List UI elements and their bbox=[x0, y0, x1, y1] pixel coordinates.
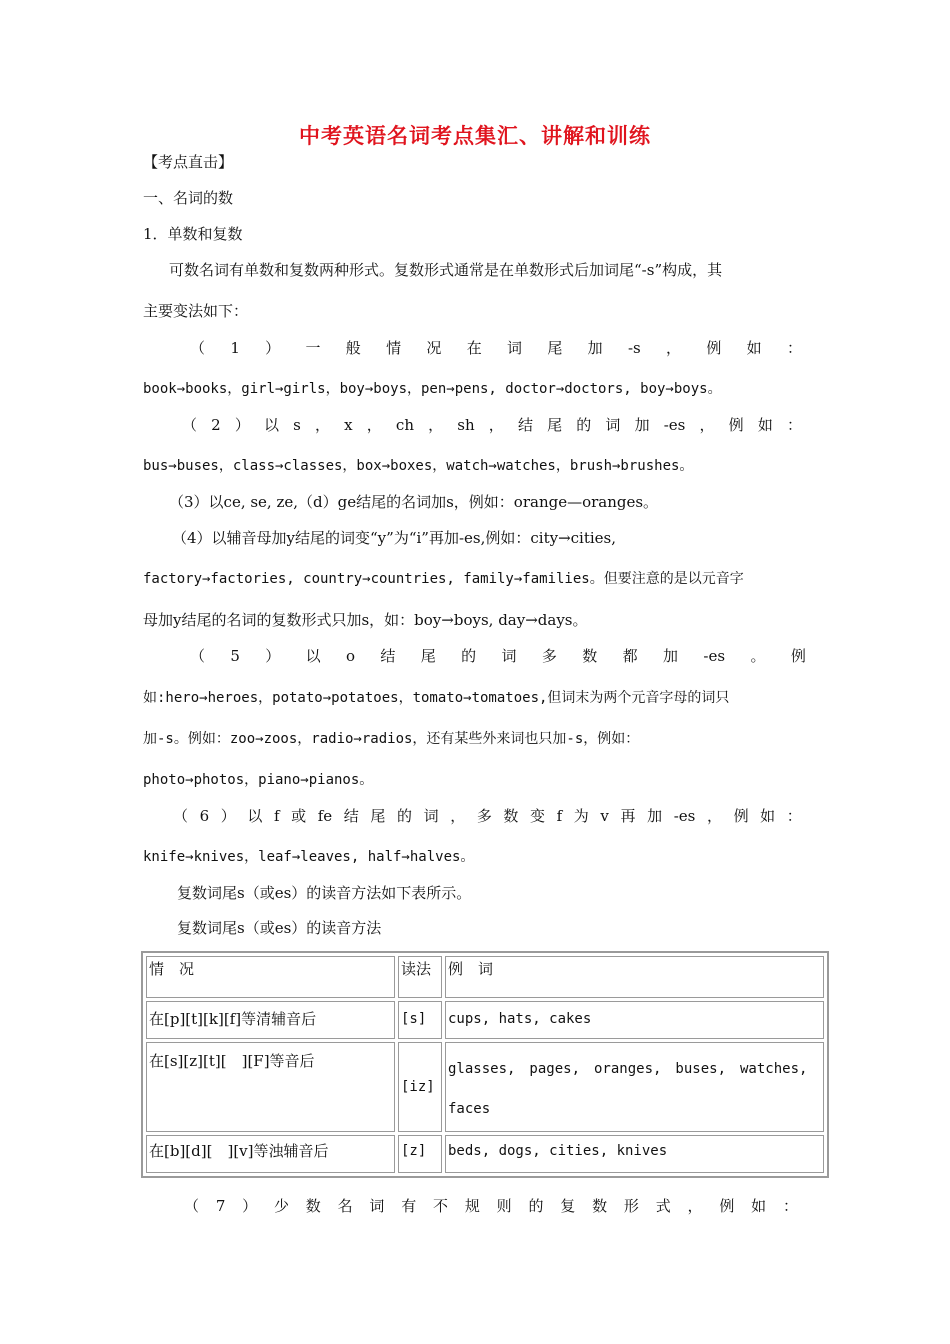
heading-token: 则 bbox=[496, 1197, 512, 1215]
heading-token: 多 bbox=[476, 807, 492, 825]
heading-token: 词 bbox=[605, 416, 621, 434]
heading-token: 的 bbox=[461, 647, 477, 665]
heading-token: 复 bbox=[560, 1197, 576, 1215]
table-cell-pronunciation: [z] bbox=[398, 1135, 442, 1173]
table-cell-pronunciation: [s] bbox=[398, 1001, 442, 1039]
heading-token: 如 bbox=[757, 416, 773, 434]
rule-4-line-2: factory→factories, country→countries, family→families。但要注意的是以元音字 bbox=[143, 571, 744, 587]
heading-token: ， bbox=[666, 339, 682, 357]
heading-token: ， bbox=[450, 807, 466, 825]
heading-token: 例 bbox=[733, 807, 749, 825]
heading-token: 数 bbox=[582, 647, 598, 665]
heading-token: 情 bbox=[386, 339, 402, 357]
rule-5-line-2: 如:hero→heroes，potato→potatoes，tomato→tomatoes,但词末为两个元音字母的词只 bbox=[143, 690, 730, 706]
heading-token: ， bbox=[699, 416, 715, 434]
table-cell-examples: beds, dogs, cities, knives bbox=[445, 1135, 824, 1173]
heading-token: 为 bbox=[573, 807, 589, 825]
table-cell-condition: 在[s][z][t][ ][F]等音后 bbox=[146, 1042, 395, 1132]
heading-token: ） bbox=[234, 416, 250, 434]
heading-token: 一 bbox=[305, 339, 321, 357]
intro-line-2: 主要变法如下： bbox=[143, 302, 249, 320]
heading-token: 多 bbox=[541, 647, 557, 665]
heading-token: 都 bbox=[622, 647, 638, 665]
table-row bbox=[146, 1001, 824, 1039]
heading-token: -es bbox=[663, 416, 686, 434]
rule-4-line-3: 母加y结尾的名词的复数形式只加s，如：boy→boys, day→days。 bbox=[143, 611, 588, 629]
heading-token: 例 bbox=[790, 647, 806, 665]
heading-token: 变 bbox=[530, 807, 546, 825]
rule-7-heading bbox=[184, 1196, 798, 1216]
heading-token: 形 bbox=[623, 1197, 639, 1215]
rule-3: （3）以ce, se, ze,（d）ge结尾的名词加s，例如：orange—oranges。 bbox=[169, 493, 659, 511]
subsection-heading-singular-plural: 1．单数和复数 bbox=[143, 225, 243, 243]
section-heading-noun-number: 一、名词的数 bbox=[143, 189, 234, 207]
heading-token: 加 bbox=[647, 807, 663, 825]
heading-token: 2 bbox=[211, 416, 221, 434]
heading-token: （ bbox=[190, 339, 206, 357]
heading-token: ， bbox=[315, 416, 331, 434]
heading-token: ： bbox=[786, 807, 802, 825]
heading-token: 加 bbox=[663, 647, 679, 665]
heading-token: sh bbox=[457, 416, 475, 434]
heading-token: ch bbox=[395, 416, 414, 434]
heading-token: 例 bbox=[719, 1197, 735, 1215]
heading-token: 如 bbox=[751, 1197, 767, 1215]
heading-token: x bbox=[344, 416, 353, 434]
heading-token: （ bbox=[173, 807, 189, 825]
heading-token: -es bbox=[703, 647, 726, 665]
heading-token: 名 bbox=[337, 1197, 353, 1215]
heading-token: 在 bbox=[466, 339, 482, 357]
rule-5-line-3: 加-s。例如：zoo→zoos，radio→radios，还有某些外来词也只加-s，例如： bbox=[143, 731, 640, 747]
heading-token: 加 bbox=[634, 416, 650, 434]
heading-token: f bbox=[273, 807, 280, 825]
heading-token: 或 bbox=[291, 807, 307, 825]
heading-token: 尾 bbox=[547, 339, 563, 357]
heading-token: -s bbox=[627, 339, 641, 357]
rule-5-line-4: photo→photos，piano→pianos。 bbox=[143, 772, 374, 788]
heading-token: s bbox=[293, 416, 301, 434]
heading-token: 尾 bbox=[370, 807, 386, 825]
heading-token: 加 bbox=[587, 339, 603, 357]
heading-token: 般 bbox=[345, 339, 361, 357]
rule-2-heading bbox=[182, 415, 802, 435]
heading-token: 数 bbox=[305, 1197, 321, 1215]
table-caption: 复数词尾s（或es）的读音方法 bbox=[177, 919, 382, 937]
heading-token: fe bbox=[317, 807, 333, 825]
heading-token: 如 bbox=[746, 339, 762, 357]
heading-token: 词 bbox=[369, 1197, 385, 1215]
heading-token: 规 bbox=[464, 1197, 480, 1215]
heading-token: 况 bbox=[426, 339, 442, 357]
heading-token: 结 bbox=[343, 807, 359, 825]
heading-token: 1 bbox=[230, 339, 240, 357]
heading-token: 少 bbox=[273, 1197, 289, 1215]
heading-token: 5 bbox=[230, 647, 240, 665]
heading-token: 以 bbox=[264, 416, 280, 434]
heading-token: 的 bbox=[528, 1197, 544, 1215]
heading-token: 的 bbox=[396, 807, 412, 825]
intro-line-1: 可数名词有单数和复数两种形式。复数形式通常是在单数形式后加词尾“-s”构成，其 bbox=[169, 261, 723, 279]
heading-token: 例 bbox=[706, 339, 722, 357]
heading-token: ） bbox=[265, 339, 281, 357]
heading-token: 结 bbox=[380, 647, 396, 665]
heading-token: ， bbox=[428, 416, 444, 434]
heading-token: 7 bbox=[215, 1197, 226, 1215]
heading-token: （ bbox=[190, 647, 206, 665]
heading-token: 以 bbox=[305, 647, 321, 665]
rule-6-examples: knife→knives，leaf→leaves, half→halves。 bbox=[143, 849, 475, 865]
heading-token: （ bbox=[184, 1197, 200, 1215]
heading-token: ： bbox=[782, 1197, 798, 1215]
heading-token: 式 bbox=[655, 1197, 671, 1215]
table-header-row bbox=[146, 956, 824, 998]
heading-token: 的 bbox=[576, 416, 592, 434]
heading-token: o bbox=[346, 647, 356, 665]
table-header-pronunciation: 读法 bbox=[398, 956, 442, 998]
table-cell-condition: 在[p][t][k][f]等清辅音后 bbox=[146, 1001, 395, 1039]
table-header-examples: 例 词 bbox=[445, 956, 824, 998]
table-cell-examples: cups, hats, cakes bbox=[445, 1001, 824, 1039]
rule-4-line-1: （4）以辅音母加y结尾的词变“y”为“i”再加-es,例如：city→cities, bbox=[172, 529, 617, 547]
heading-token: ， bbox=[366, 416, 382, 434]
rule-1-heading bbox=[190, 338, 802, 358]
heading-token: ： bbox=[786, 416, 802, 434]
heading-token: 如 bbox=[760, 807, 776, 825]
heading-token: 词 bbox=[507, 339, 523, 357]
heading-token: 以 bbox=[247, 807, 263, 825]
heading-token: 词 bbox=[423, 807, 439, 825]
section-kaodian: 【考点直击】 bbox=[143, 153, 234, 171]
heading-token: ： bbox=[786, 339, 802, 357]
heading-token: 有 bbox=[401, 1197, 417, 1215]
table-row bbox=[146, 1135, 824, 1173]
heading-token: f bbox=[556, 807, 563, 825]
rule-1-examples: book→books，girl→girls，boy→boys，pen→pens, doctor→doctors, boy→boys。 bbox=[143, 381, 722, 397]
heading-token: 例 bbox=[728, 416, 744, 434]
heading-token: ） bbox=[242, 1197, 258, 1215]
heading-token: ， bbox=[706, 807, 722, 825]
heading-token: 数 bbox=[503, 807, 519, 825]
table-cell-pronunciation: [iz] bbox=[398, 1042, 442, 1132]
heading-token: ） bbox=[220, 807, 236, 825]
pronunciation-table bbox=[141, 951, 829, 1178]
heading-token: 尾 bbox=[420, 647, 436, 665]
rule-6-heading bbox=[173, 806, 802, 826]
heading-token: 6 bbox=[199, 807, 210, 825]
heading-token: v bbox=[600, 807, 609, 825]
heading-token: 结 bbox=[517, 416, 533, 434]
rule-2-examples: bus→buses，class→classes，box→boxes，watch→watches，brush→brushes。 bbox=[143, 458, 694, 474]
table-cell-condition: 在[b][d][ ][v]等浊辅音后 bbox=[146, 1135, 395, 1173]
heading-token: 尾 bbox=[547, 416, 563, 434]
heading-token: ， bbox=[687, 1197, 703, 1215]
table-cell-examples: glasses, pages, oranges, buses, watches, faces bbox=[445, 1042, 824, 1132]
rule-5-heading bbox=[190, 646, 806, 666]
table-row bbox=[146, 1042, 824, 1132]
table-note: 复数词尾s（或es）的读音方法如下表所示。 bbox=[177, 884, 472, 902]
heading-token: 数 bbox=[592, 1197, 608, 1215]
table-header-condition: 情 况 bbox=[146, 956, 395, 998]
heading-token: 。 bbox=[750, 647, 766, 665]
heading-token: ） bbox=[265, 647, 281, 665]
heading-token: 不 bbox=[433, 1197, 449, 1215]
heading-token: （ bbox=[182, 416, 198, 434]
heading-token: ， bbox=[488, 416, 504, 434]
heading-token: 词 bbox=[501, 647, 517, 665]
page-title: 中考英语名词考点集汇、讲解和训练 bbox=[299, 124, 651, 148]
heading-token: -es bbox=[673, 807, 696, 825]
heading-token: 再 bbox=[620, 807, 636, 825]
